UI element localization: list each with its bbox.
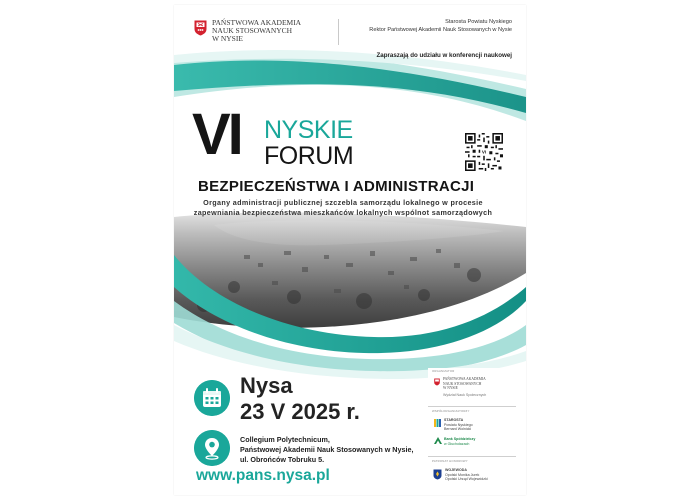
patron-line3: Opolski Urząd Wojewódzki <box>445 477 488 482</box>
starosta-logo <box>434 419 441 427</box>
academy-name <box>212 19 322 44</box>
organizer-starosta: Starosta Powiatu Nyskiego <box>445 19 512 25</box>
bank-logo <box>434 437 442 444</box>
calendar-icon <box>194 380 230 416</box>
theme-line2: zapewniania bezpieczeństwa mieszkańców lokalnych wspólnot samorządowych <box>193 208 493 217</box>
edition-number: VI <box>192 102 241 167</box>
organizer-shield-logo <box>434 378 440 386</box>
partners-divider-1 <box>428 406 516 407</box>
organizer-name-line2: NAUK STOSOWANYCH <box>443 381 482 386</box>
conference-poster <box>174 5 526 495</box>
organizer-rector: Rektor Państwowej Akademii Nauk Stosowanych w Nysie <box>369 26 512 33</box>
sponsor-starosta <box>444 418 473 432</box>
partners-divider-2 <box>428 456 516 457</box>
title-subtitle: BEZPIECZEŃSTWA I ADMINISTRACJI <box>198 178 475 195</box>
venue-line1: Collegium Polytechnicum, <box>240 435 330 444</box>
invitation-text: Zapraszają do udziału w konferencji naukowej <box>376 52 512 59</box>
title-forum: FORUM <box>264 142 354 170</box>
academy-name-line3: W NYSIE <box>212 34 243 44</box>
theme-line1: Organy administracji publicznej szczebla samorządu lokalnego w procesie <box>203 198 483 207</box>
sponsor-bank <box>444 437 475 446</box>
sponsor-starosta-line2: Powiatu Nyskiego <box>444 422 473 427</box>
organizers <box>332 19 512 34</box>
qr-center-mark: VI <box>481 149 487 155</box>
partners-panel <box>428 368 518 492</box>
venue-line3: ul. Obrońców Tobruku 5. <box>240 455 325 464</box>
organizer-faculty: Wydział Nauk Społecznych <box>443 393 487 397</box>
patron-line1: WOJEWODA <box>445 468 467 472</box>
sponsor-bank-line1: Bank Spółdzielczy <box>444 437 476 441</box>
organizer-name-line1: PAŃSTWOWA AKADEMIA <box>443 377 486 381</box>
sponsors-label: WSPÓŁORGANIZATORZY <box>432 409 470 413</box>
voivode-eagle-logo <box>433 469 442 480</box>
academy-name-line2: NAUK STOSOWANYCH <box>212 26 293 36</box>
organizer-name <box>443 377 486 391</box>
sponsor-bank-line2: w Głuchołazach <box>444 441 470 446</box>
conference-theme <box>190 198 496 218</box>
website-link[interactable]: www.pans.nysa.pl <box>196 467 330 484</box>
venue-line2: Państwowej Akademii Nauk Stosowanych w Nysie, <box>240 445 414 454</box>
patron-voivode <box>445 468 488 482</box>
academy-name-line1: PAŃSTWOWA AKADEMIA <box>212 18 302 27</box>
event-date: 23 V 2025 r. <box>240 399 360 424</box>
academy-shield-logo <box>194 20 207 36</box>
title-nyskie: NYSKIE <box>264 116 353 144</box>
organizer-label: ORGANIZATOR <box>432 369 455 373</box>
sponsor-starosta-line1: STAROSTA <box>444 418 464 422</box>
event-city: Nysa <box>240 373 293 398</box>
sponsor-starosta-line3: Bernard Wolnicki <box>444 427 472 432</box>
qr-code[interactable] <box>465 133 503 171</box>
organizer-name-line3: W NYSIE <box>443 386 458 391</box>
patron-label: PATRONAT HONOROWY <box>432 459 468 463</box>
venue-address <box>240 435 420 465</box>
patron-line2: Opolski Monika Jurek <box>445 472 480 477</box>
location-pin-icon <box>194 430 230 466</box>
